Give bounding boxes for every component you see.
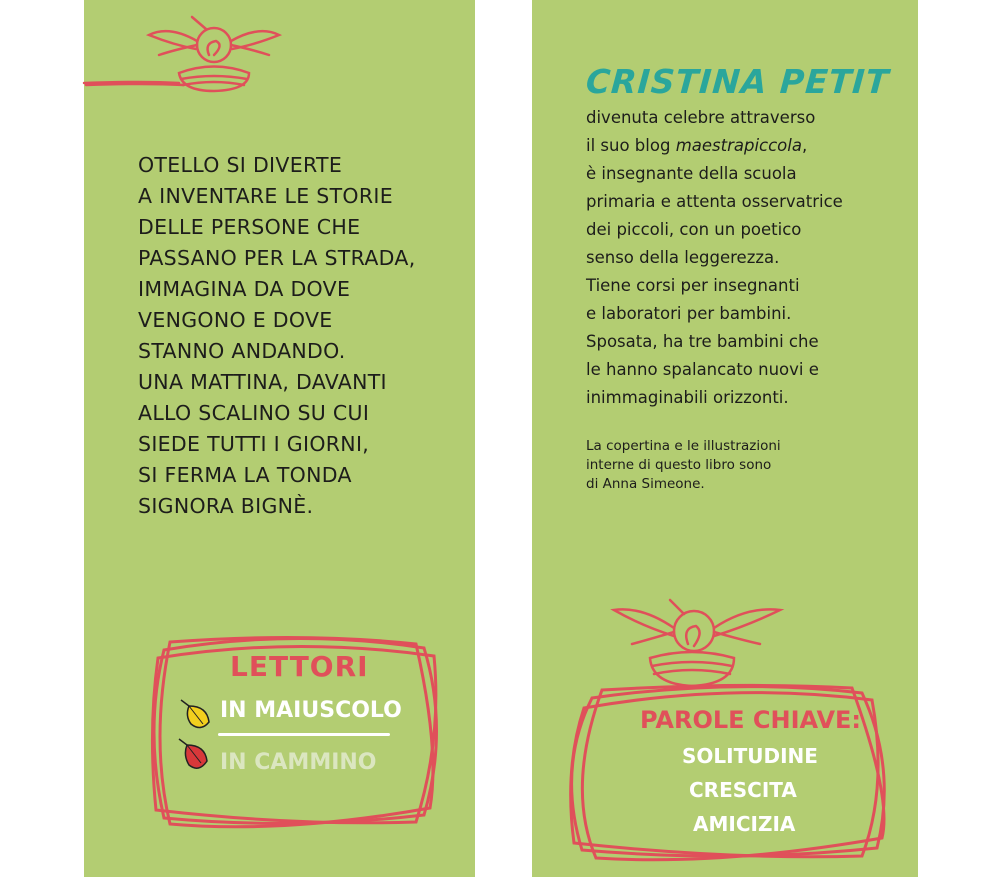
back-flap-left <box>84 0 475 877</box>
author-name: CRISTINA PETIT <box>584 62 891 101</box>
blurb-line: STANNO ANDANDO. <box>138 339 346 363</box>
bio-line: è insegnante della scuola <box>586 164 797 183</box>
blurb-line: A INVENTARE LE STORIE <box>138 184 394 208</box>
credits-line: di Anna Simeone. <box>586 476 705 492</box>
credits-line: interne di questo libro sono <box>586 457 772 473</box>
series-item-in-maiuscolo[interactable]: IN MAIUSCOLO <box>220 698 402 723</box>
blurb-line: SI FERMA LA TONDA <box>138 463 352 487</box>
book-blurb <box>138 150 416 522</box>
red-leaf-icon <box>177 737 211 773</box>
series-title: LETTORI <box>230 650 369 683</box>
blurb-line: UNA MATTINA, DAVANTI <box>138 370 387 394</box>
series-item-in-cammino[interactable]: IN CAMMINO <box>220 750 377 775</box>
blurb-line: OTELLO SI DIVERTE <box>138 153 343 177</box>
bio-line: Sposata, ha tre bambini che <box>586 332 819 351</box>
keyword: AMICIZIA <box>693 812 796 836</box>
bird-in-nest-illustration <box>84 15 304 95</box>
illustration-credits <box>586 437 781 494</box>
bio-line: e laboratori per bambini. <box>586 304 792 323</box>
keywords-title: PAROLE CHIAVE: <box>640 706 862 734</box>
credits-line: La copertina e le illustrazioni <box>586 438 781 454</box>
author-bio <box>586 104 843 412</box>
blurb-line: PASSANO PER LA STRADA, <box>138 246 416 270</box>
bio-line: inimmaginabili orizzonti. <box>586 388 789 407</box>
bio-line: senso della leggerezza. <box>586 248 780 267</box>
blurb-line: DELLE PERSONE CHE <box>138 215 361 239</box>
bird-in-nest-illustration <box>612 596 782 691</box>
bio-line: divenuta celebre attraverso <box>586 108 816 127</box>
blurb-line: ALLO SCALINO SU CUI <box>138 401 370 425</box>
blurb-line: SIEDE TUTTI I GIORNI, <box>138 432 370 456</box>
active-underline <box>218 733 390 736</box>
yellow-leaf-icon <box>179 698 213 732</box>
bio-line <box>586 132 843 160</box>
blurb-line: SIGNORA BIGNÈ. <box>138 494 314 518</box>
bio-text: il suo blog <box>586 136 676 155</box>
bio-line: dei piccoli, con un poetico <box>586 220 802 239</box>
blurb-line: IMMAGINA DA DOVE <box>138 277 351 301</box>
bio-text: , <box>801 136 808 155</box>
keyword: SOLITUDINE <box>682 744 818 768</box>
bio-line: Tiene corsi per insegnanti <box>586 276 800 295</box>
keyword: CRESCITA <box>689 778 797 802</box>
back-flap-right <box>532 0 918 877</box>
blurb-line: VENGONO E DOVE <box>138 308 333 332</box>
bio-line: primaria e attenta osservatrice <box>586 192 843 211</box>
bio-line: le hanno spalancato nuovi e <box>586 360 819 379</box>
blog-name: maestrapiccola <box>675 136 802 155</box>
